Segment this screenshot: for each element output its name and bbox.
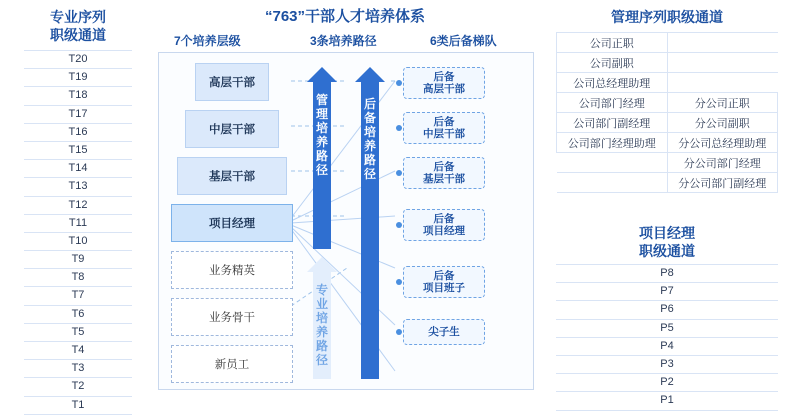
- table-cell: [667, 53, 778, 73]
- professional-level-row: T6: [24, 306, 132, 324]
- professional-level-row: T5: [24, 324, 132, 342]
- arrow-management-label: 管理培养路径: [315, 93, 328, 177]
- arrow-head-icon: [355, 67, 385, 82]
- connector-dot-icon: [396, 279, 402, 285]
- connector-dot-icon: [396, 329, 402, 335]
- left-panel-title: [24, 8, 132, 44]
- pm-level-row: P8: [556, 264, 778, 283]
- pm-level-row: P2: [556, 374, 778, 392]
- connector-dot-icon: [396, 170, 402, 176]
- arrow-reserve-path: [355, 67, 385, 379]
- table-cell: [667, 73, 778, 93]
- ladder-item-4[interactable]: 业务精英: [171, 251, 293, 289]
- table-row: [557, 113, 778, 133]
- arrow-professional-path: [307, 257, 337, 379]
- professional-level-row: T8: [24, 269, 132, 287]
- ladder-item-1[interactable]: 中层干部: [185, 110, 279, 148]
- professional-level-row: T20: [24, 50, 132, 69]
- connector-dot-icon: [396, 222, 402, 228]
- professional-level-row: T3: [24, 360, 132, 378]
- table-row: [557, 173, 778, 193]
- center-subheads: [150, 32, 540, 50]
- professional-level-row: T11: [24, 215, 132, 233]
- professional-level-row: T16: [24, 124, 132, 142]
- reserve-item-1-line1: 后备: [433, 116, 455, 128]
- reserve-item-5[interactable]: [403, 319, 485, 345]
- professional-level-row: T4: [24, 342, 132, 360]
- project-manager-panel: [556, 224, 778, 411]
- reserve-item-2-line2: 基层干部: [423, 173, 465, 185]
- left-panel-title-line1: 专业序列: [50, 9, 106, 25]
- table-cell: 公司总经理助理: [557, 73, 668, 93]
- connector-dot-icon: [396, 80, 402, 86]
- center-panel: [150, 8, 540, 392]
- subhead-reserves: 6类后备梯队: [430, 34, 497, 48]
- professional-level-row: T14: [24, 160, 132, 178]
- reserve-item-0-line1: 后备: [433, 71, 455, 83]
- reserve-item-5-line1: 尖子生: [428, 326, 460, 338]
- arrow-reserve-label: 后备培养路径: [363, 97, 376, 181]
- reserve-item-3[interactable]: [403, 209, 485, 241]
- reserve-item-1[interactable]: [403, 112, 485, 144]
- left-panel-title-line2: 职级通道: [50, 27, 106, 43]
- professional-level-row: T17: [24, 106, 132, 124]
- reserve-item-2-line1: 后备: [433, 161, 455, 173]
- professional-level-row: T7: [24, 287, 132, 305]
- arrow-management-path: [307, 67, 337, 249]
- table-row: [557, 133, 778, 153]
- professional-level-row: T2: [24, 378, 132, 396]
- management-panel-title: 管理序列职级通道: [611, 9, 723, 25]
- professional-level-row: T1: [24, 397, 132, 415]
- professional-level-row: T10: [24, 233, 132, 251]
- professional-level-list: [24, 50, 132, 415]
- ladder-item-3[interactable]: 项目经理: [171, 204, 293, 242]
- table-row: [557, 53, 778, 73]
- pm-level-row: P4: [556, 338, 778, 356]
- table-cell: 公司部门经理助理: [557, 133, 668, 153]
- pm-level-list: [556, 264, 778, 411]
- reserve-item-4-line2: 项目班子: [423, 282, 465, 294]
- table-cell: 分公司部门副经理: [667, 173, 778, 193]
- table-cell: 分公司部门经理: [667, 153, 778, 173]
- table-cell: 公司部门经理: [557, 93, 668, 113]
- table-cell: 公司正职: [557, 33, 668, 53]
- arrow-head-icon: [307, 257, 337, 272]
- professional-level-row: T12: [24, 197, 132, 215]
- table-row: [557, 93, 778, 113]
- ladder-item-6[interactable]: 新员工: [171, 345, 293, 383]
- professional-level-row: T13: [24, 178, 132, 196]
- pm-level-row: P6: [556, 301, 778, 319]
- pm-level-row: P1: [556, 392, 778, 410]
- professional-level-row: T18: [24, 87, 132, 105]
- table-cell: 分公司总经理助理: [667, 133, 778, 153]
- reserve-item-4[interactable]: [403, 266, 485, 298]
- reserve-item-4-line1: 后备: [433, 270, 455, 282]
- management-level-table: [556, 32, 778, 193]
- ladder-item-2[interactable]: 基层干部: [177, 157, 287, 195]
- pm-level-row: P7: [556, 283, 778, 301]
- professional-level-row: T9: [24, 251, 132, 269]
- table-cell: 公司部门副经理: [557, 113, 668, 133]
- reserve-item-2[interactable]: [403, 157, 485, 189]
- table-cell: 分公司副职: [667, 113, 778, 133]
- table-row: [557, 33, 778, 53]
- ladder-item-5[interactable]: 业务骨干: [171, 298, 293, 336]
- connector-dot-icon: [396, 125, 402, 131]
- table-row: [557, 73, 778, 93]
- reserve-item-3-line1: 后备: [433, 213, 455, 225]
- ladder-item-0[interactable]: 高层干部: [195, 63, 269, 101]
- table-cell: 公司副职: [557, 53, 668, 73]
- subhead-paths: 3条培养路径: [310, 34, 377, 48]
- table-row: [557, 153, 778, 173]
- arrow-professional-label: 专业培养路径: [315, 283, 328, 367]
- subhead-levels: 7个培养层级: [174, 34, 241, 48]
- level-ladder: [171, 63, 291, 392]
- reserve-item-3-line2: 项目经理: [423, 225, 465, 237]
- left-panel: [24, 8, 132, 415]
- table-cell: [667, 33, 778, 53]
- pm-panel-title-line1: 项目经理: [639, 225, 695, 241]
- center-title: “763”干部人才培养体系: [264, 8, 426, 25]
- table-cell: [557, 173, 668, 193]
- arrow-head-icon: [307, 67, 337, 82]
- table-cell: [557, 153, 668, 173]
- reserve-item-0-line2: 高层干部: [423, 83, 465, 95]
- pm-panel-title: [556, 224, 778, 260]
- management-panel: [556, 8, 778, 193]
- pm-level-row: P5: [556, 320, 778, 338]
- professional-level-row: T15: [24, 142, 132, 160]
- reserve-item-1-line2: 中层干部: [423, 128, 465, 140]
- pm-panel-title-line2: 职级通道: [639, 243, 695, 259]
- reserve-item-0[interactable]: [403, 67, 485, 99]
- professional-level-row: T19: [24, 69, 132, 87]
- center-diagram-box: [158, 52, 534, 390]
- pm-level-row: P3: [556, 356, 778, 374]
- table-cell: 分公司正职: [667, 93, 778, 113]
